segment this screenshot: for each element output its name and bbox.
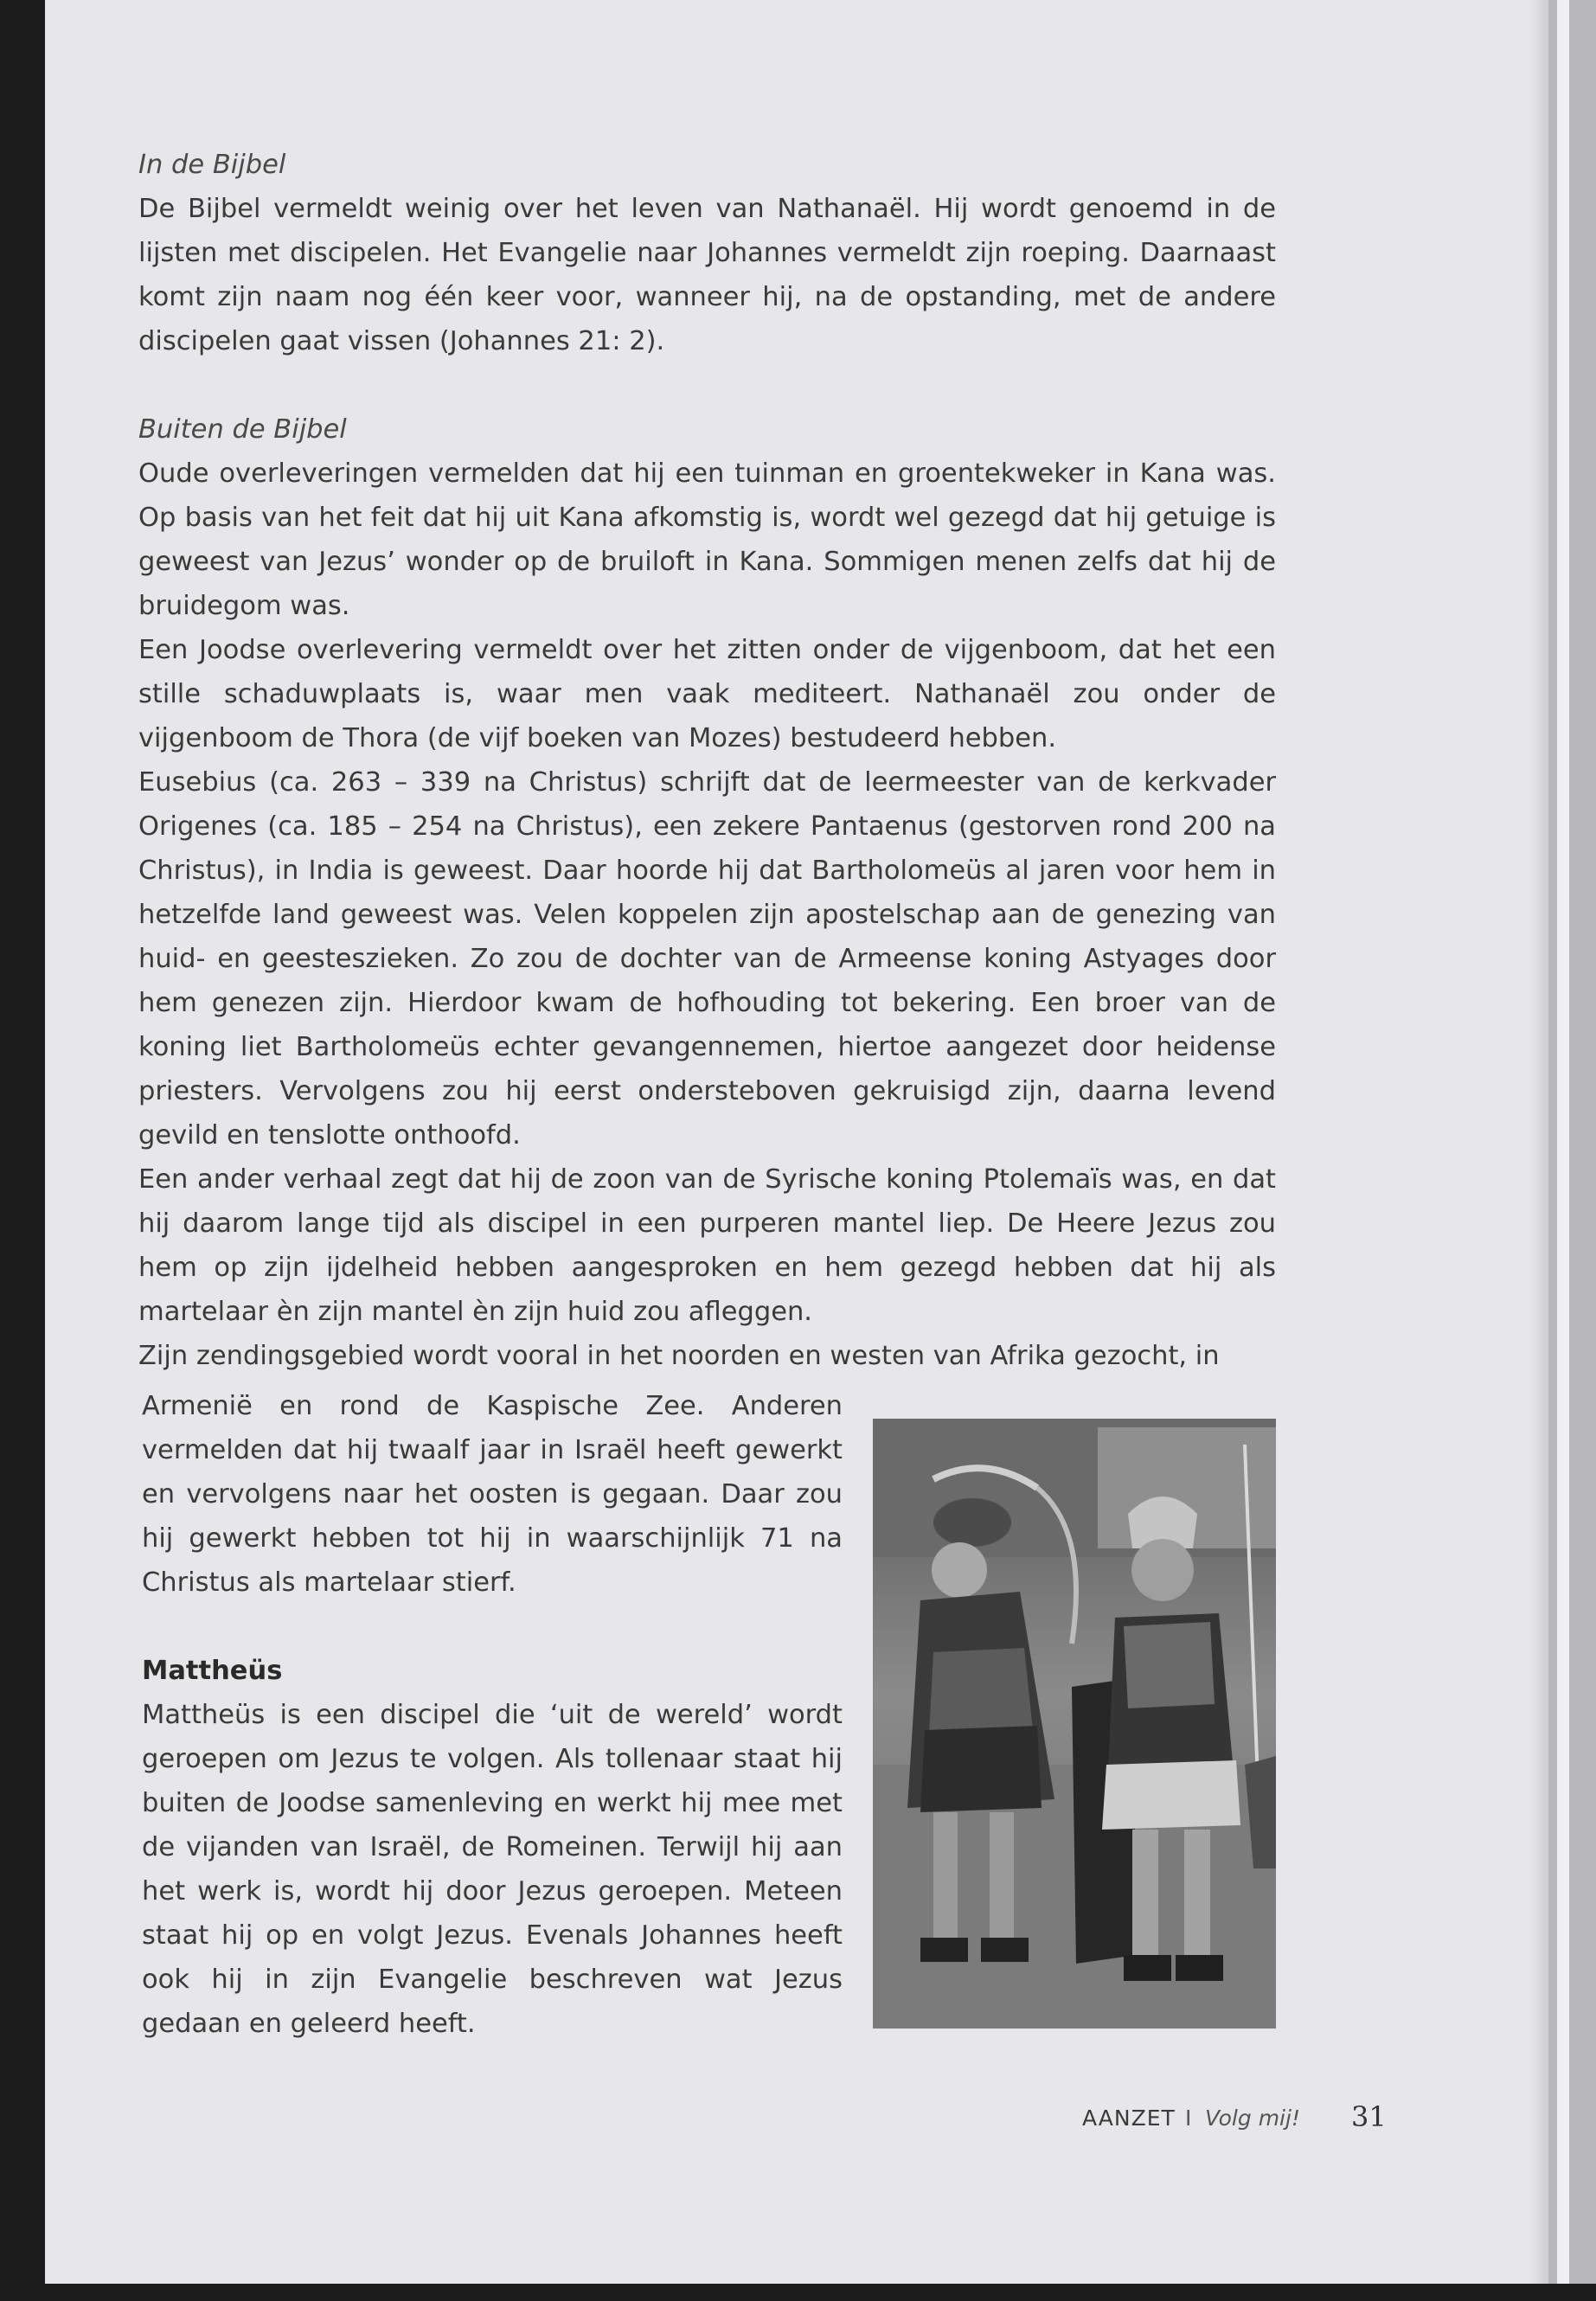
heading-mattheus: Mattheüs [142, 1656, 283, 1686]
scan-border-right [1548, 0, 1596, 2301]
photo-roman-soldiers [873, 1419, 1276, 2029]
photo-roman-soldiers-illustration [873, 1419, 1276, 2029]
paragraph-eusebius: Eusebius (ca. 263 – 339 na Christus) schrijft dat de leermeester van de kerkvader Origenes (ca. 185 – 254 na Christus), een zekere Pantaenus (gestorven rond 200 na Christus), in India is geweest. Daar hoorde hij dat Bartholomeüs al jaren voor hem in hetzelfde land geweest was. Velen koppelen zijn apostelschap aan de genezing van huid- en geesteszieken. Zo zou de dochter van de Armeense koning Astyages door hem genezen zijn. Hierdoor kwam de hofhouding tot bekering. Een broer van de koning liet Bartholomeüs echter gevangennemen, hiertoe aangezet door heidense priesters. Vervolgens zou hij eerst ondersteboven gekruisigd zijn, daarna levend gevild en tenslotte onthoofd. [138, 767, 1276, 1150]
main-text-column [138, 143, 1276, 1378]
paragraph-zendingsgebied-start: Zijn zendingsgebied wordt vooral in het noorden en westen van Afrika gezocht, in [138, 1341, 1220, 1371]
footer-separator: I [1185, 2106, 1192, 2131]
page-number: 31 [1351, 2100, 1387, 2133]
paragraph-ptolemais: Een ander verhaal zegt dat hij de zoon van de Syrische koning Ptolemaïs was, en dat hij daarom lange tijd als discipel in een purperen mantel liep. De Heere Jezus zou hem op zijn ijdelheid hebben aangesproken en hem gezegd hebben dat hij als martelaar èn zijn mantel èn zijn huid zou afleggen. [138, 1164, 1276, 1327]
paragraph-vijgenboom: Een Joodse overlevering vermeldt over het zitten onder de vijgenboom, dat het een stille schaduwplaats is, waar men vaak mediteert. Nathanaël zou onder de vijgenboom de Thora (de vijf boeken van Mozes) bestudeerd hebben. [138, 635, 1276, 753]
footer-subtitle: Volg mij! [1205, 2106, 1300, 2131]
paragraph-zendingsgebied-rest: Armenië en rond de Kaspische Zee. Anderen vermelden dat hij twaalf jaar in Israël heeft gewerkt en vervolgens naar het oosten is gegaan. Daar zou hij gewerkt hebben tot hij in waarschijnlijk 71 na Christus als martelaar stierf. [142, 1391, 843, 1598]
scan-border-bottom [0, 2284, 1596, 2301]
paragraph-in-de-bijbel: De Bijbel vermeldt weinig over het leven van Nathanaël. Hij wordt genoemd in de lijsten met discipelen. Het Evangelie naar Johannes vermeldt zijn roeping. Daarnaast komt zijn naam nog één keer voor, wanneer hij, na de opstanding, met de andere discipelen gaat vissen (Johannes 21: 2). [138, 194, 1276, 356]
next-page-edge [1557, 0, 1569, 2301]
heading-buiten-de-bijbel: Buiten de Bijbel [138, 414, 347, 445]
spacer [142, 1605, 843, 1649]
heading-in-de-bijbel: In de Bijbel [138, 150, 286, 180]
narrow-text-column [142, 1384, 843, 2046]
paragraph-kana: Oude overleveringen vermelden dat hij een tuinman en groentekweker in Kana was. Op basis van het feit dat hij uit Kana afkomstig is, wordt wel gezegd dat hij getuige is geweest van Jezus’ wonder op de bruiloft in Kana. Sommigen menen zelfs dat hij de bruidegom was. [138, 458, 1276, 621]
page-gutter-shadow [1529, 0, 1548, 2284]
footer-series: AANZET [1082, 2106, 1176, 2131]
spacer [138, 363, 1276, 407]
paragraph-mattheus: Mattheüs is een discipel die ‘uit de wereld’ wordt geroepen om Jezus te volgen. Als tollenaar staat hij buiten de Joodse samenleving en werkt hij mee met de vijanden van Israël, de Romeinen. Terwijl hij aan het werk is, wordt hij door Jezus geroepen. Meteen staat hij op en volgt Jezus. Evenals Johannes heeft ook hij in zijn Evangelie beschreven wat Jezus gedaan en geleerd heeft. [142, 1700, 843, 2039]
scan-border-left [0, 0, 45, 2301]
